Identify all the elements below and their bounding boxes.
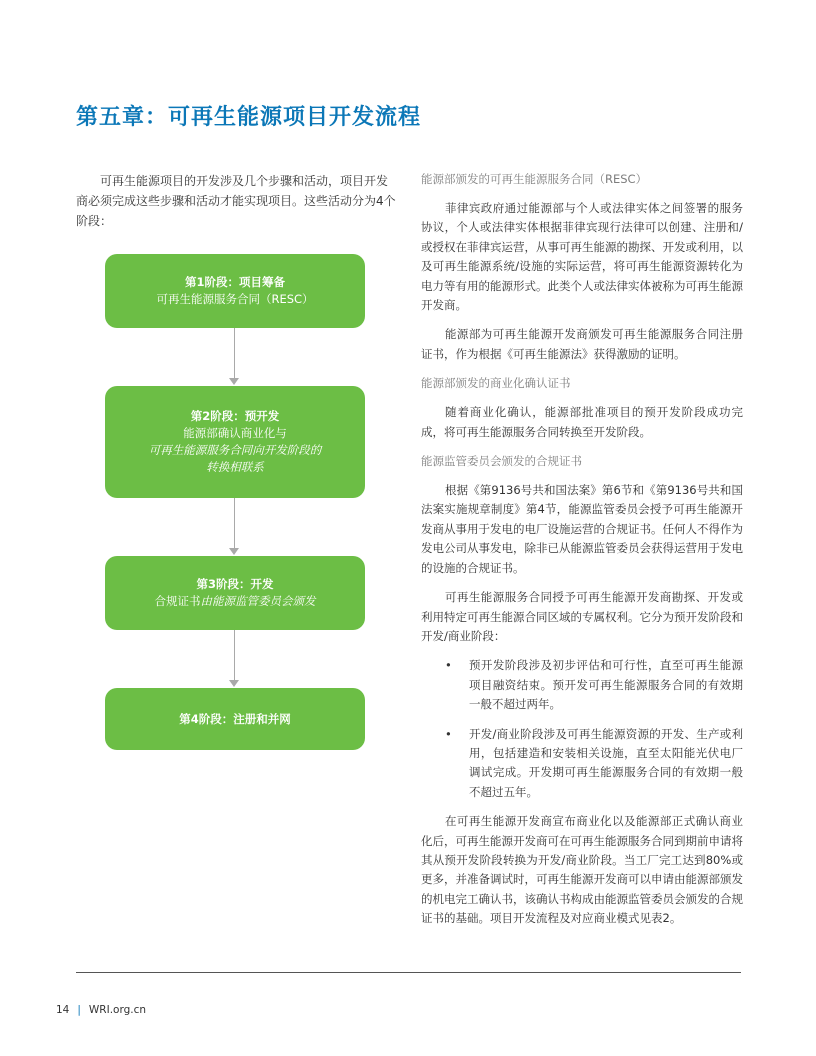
flow-arrowhead-2	[229, 548, 239, 555]
bullet-text: 开发/商业阶段涉及可再生能源资源的开发、生产或利用，包括建造和安装相关设施，直至太阳能光伏电厂调试完成。开发期可再生能源服务合同的有效期一般不超过五年。	[469, 726, 743, 799]
stage-4-heading: 第4阶段：注册和并网	[179, 711, 291, 726]
stage-2-heading: 第2阶段：预开发	[190, 409, 280, 423]
stage-3-text-plain: 合规证书	[154, 594, 201, 608]
stage-2-text-1: 能源部确认商业化与	[183, 426, 287, 440]
stage-2-text-3: 转换相联系	[206, 460, 264, 474]
stage-3-heading: 第3阶段：开发	[196, 577, 274, 591]
flow-arrowhead-1	[229, 378, 239, 385]
footer-site-link[interactable]: WRI.org.cn	[88, 1004, 147, 1016]
paragraph-resc-registration: 能源部为可再生能源开发商颁发可再生能源服务合同注册证书，作为根据《可再生能源法》获得激励的证明。	[421, 327, 743, 361]
stage-2-box	[105, 386, 365, 498]
stage-3-box	[105, 556, 365, 630]
footer-divider	[76, 972, 741, 973]
stage-3-text	[155, 593, 316, 610]
stage-1-heading: 第1阶段：项目筹备	[184, 275, 285, 289]
list-item	[421, 656, 743, 714]
stage-1-box	[105, 254, 365, 328]
footer-separator: |	[77, 1004, 81, 1016]
stage-2-text-2: 可再生能源服务合同向开发阶段的	[148, 443, 322, 457]
stage-4-box	[105, 688, 365, 750]
footer	[56, 1004, 146, 1016]
paragraph-conversion: 在可再生能源开发商宣布商业化以及能源部正式确认商业化后，可再生能源开发商可在可再生能源服务合同到期前申请将其从预开发阶段转换为开发/商业阶段。当工厂完工达到80%或更多，并准备调试时，可再生能源开发商可以申请由能源部颁发的机电完工确认书，该确认书构成由能源监管委员会颁发的合规证书的基础。项目开发流程及对应商业模式见表2。	[421, 814, 743, 926]
stage-1-text: 可再生能源服务合同（RESC）	[156, 292, 314, 306]
flow-arrowhead-3	[229, 680, 239, 687]
stage-bullet-list	[421, 656, 743, 802]
right-column	[421, 170, 743, 939]
bullet-text: 预开发阶段涉及初步评估和可行性，直至可再生能源项目融资结束。预开发可再生能源服务合同的有效期一般不超过两年。	[469, 658, 743, 712]
section-heading-resc: 能源部颁发的可再生能源服务合同（RESC）	[421, 172, 648, 186]
page-title: 第五章：可再生能源项目开发流程	[76, 105, 422, 130]
stage-3-text-italic: 由能源监管委员会颁发	[200, 594, 316, 608]
bullet-icon: •	[445, 658, 452, 673]
section-heading-coc: 能源监管委员会颁发的合规证书	[421, 454, 582, 469]
flow-arrow-1	[234, 328, 235, 378]
intro-paragraph: 可再生能源项目的开发涉及几个步骤和活动，项目开发商必须完成这些步骤和活动才能实现项目。这些活动分为4个阶段：	[76, 174, 396, 228]
bullet-icon: •	[445, 726, 452, 741]
flow-arrow-2	[234, 498, 235, 548]
flow-arrow-3	[234, 630, 235, 680]
section-heading-commerciality: 能源部颁发的商业化确认证书	[421, 376, 571, 391]
paragraph-coc-law: 根据《第9136号共和国法案》第6节和《第9136号共和国法案实施规章制度》第4节，能源监管委员会授予可再生能源开发商从事用于发电的电厂设施运营的合规证书。任何人不得作为发电公司从事发电，除非已从能源监管委员会获得运营用于发电的设施的合规证书。	[421, 483, 743, 575]
list-item	[421, 725, 743, 803]
paragraph-commerciality: 随着商业化确认，能源部批准项目的预开发阶段成功完成，将可再生能源服务合同转换至开发阶段。	[421, 405, 743, 439]
page-number: 14	[56, 1004, 70, 1016]
paragraph-resc-definition: 菲律宾政府通过能源部与个人或法律实体之间签署的服务协议，个人或法律实体根据菲律宾现行法律可以创建、注册和/或授权在菲律宾运营，从事可再生能源的勘探、开发或利用，以及可再生能源系统/设施的实际运营，将可再生能源资源转化为电力等有用的能源形式。此类个人或法律实体被称为可再生能源开发商。	[421, 201, 743, 313]
paragraph-resc-rights: 可再生能源服务合同授予可再生能源开发商勘探、开发或利用特定可再生能源合同区域的专属权利。它分为预开发阶段和开发/商业阶段：	[421, 590, 743, 643]
